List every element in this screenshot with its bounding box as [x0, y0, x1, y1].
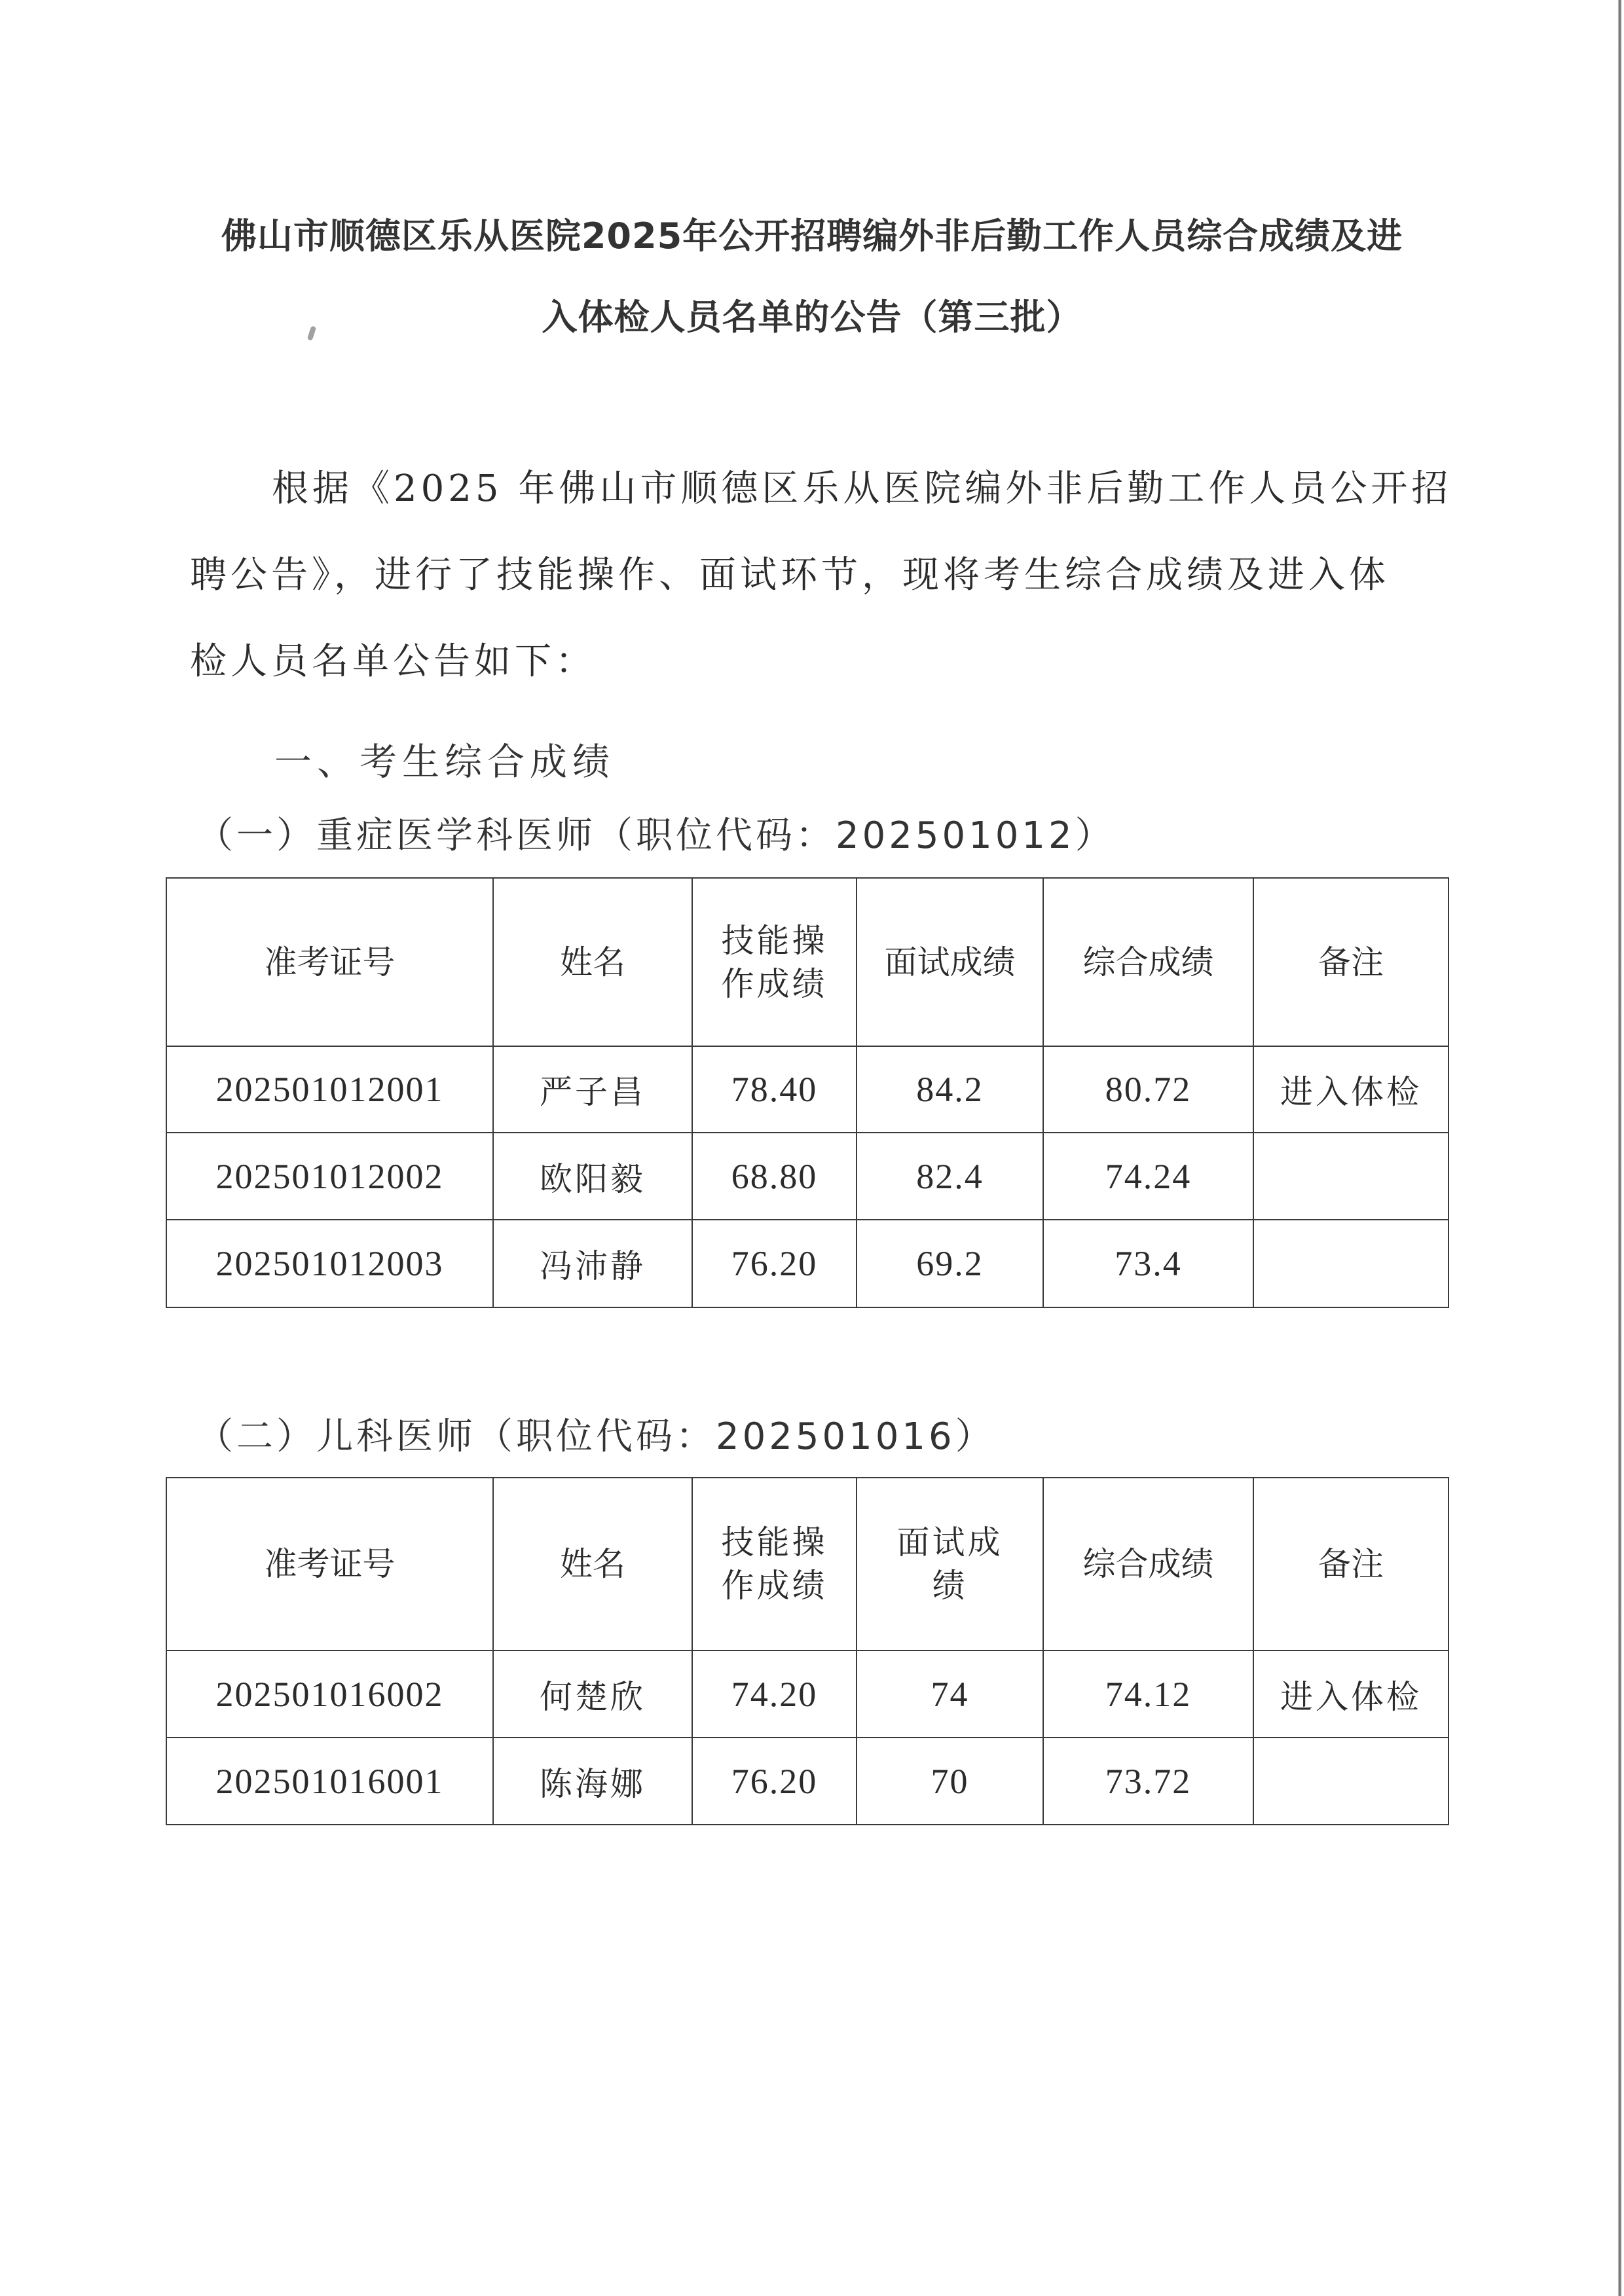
- table-header-row: [166, 878, 1449, 1046]
- table-header-row: [166, 1478, 1449, 1650]
- exam-id-cell: 202501012001: [166, 1046, 493, 1133]
- skill-score-cell: 74.20: [692, 1650, 857, 1738]
- exam-id-cell: 202501012003: [166, 1220, 493, 1307]
- col-header-name: 姓名: [493, 1478, 692, 1650]
- table-row: [166, 1220, 1449, 1307]
- intro-paragraph-line-2: 聘公告》，进行了技能操作、面试环节，现将考生综合成绩及进入体: [190, 554, 1390, 596]
- exam-id-cell: 202501016002: [166, 1650, 493, 1738]
- table-2-heading: （二）儿科医师（职位代码：202501016）: [196, 1415, 995, 1458]
- col-header-remarks: 备注: [1253, 878, 1449, 1046]
- score-table-icu: [166, 877, 1449, 1308]
- remarks-cell: [1253, 1738, 1449, 1825]
- remarks-cell: [1253, 1133, 1449, 1220]
- skill-score-cell: 78.40: [692, 1046, 857, 1133]
- total-score-cell: 73.72: [1043, 1738, 1253, 1825]
- total-score-cell: 73.4: [1043, 1220, 1253, 1307]
- table-row: [166, 1046, 1449, 1133]
- table-row: [166, 1738, 1449, 1825]
- total-score-cell: 74.24: [1043, 1133, 1253, 1220]
- interview-score-cell: 84.2: [857, 1046, 1043, 1133]
- exam-id-cell: 202501012002: [166, 1133, 493, 1220]
- document-title-line-1: 佛山市顺德区乐从医院2025年公开招聘编外非后勤工作人员综合成绩及进: [221, 215, 1403, 257]
- col-header-total-score: 综合成绩: [1043, 878, 1253, 1046]
- col-header-interview-score: 面试成绩: [857, 878, 1043, 1046]
- col-header-name: 姓名: [493, 878, 692, 1046]
- skill-score-cell: 68.80: [692, 1133, 857, 1220]
- table-row: [166, 1650, 1449, 1738]
- col-header-exam-id: 准考证号: [166, 878, 493, 1046]
- interview-score-cell: 70: [857, 1738, 1043, 1825]
- col-header-total-score: 综合成绩: [1043, 1478, 1253, 1650]
- document-title-line-2: 入体检人员名单的公告（第三批）: [542, 297, 1082, 338]
- interview-score-cell: 69.2: [857, 1220, 1043, 1307]
- section-heading-scores: 一、考生综合成绩: [274, 740, 615, 784]
- skill-score-cell: 76.20: [692, 1220, 857, 1307]
- skill-score-cell: 76.20: [692, 1738, 857, 1825]
- remarks-cell: [1253, 1220, 1449, 1307]
- name-cell: 陈海娜: [493, 1738, 692, 1825]
- name-cell: 严子昌: [493, 1046, 692, 1133]
- name-cell: 冯沛静: [493, 1220, 692, 1307]
- table-row: [166, 1133, 1449, 1220]
- col-header-interview-score: 面试成绩: [857, 1478, 1043, 1650]
- scan-edge-shadow: [1618, 0, 1621, 2296]
- col-header-skill-score: 技能操作成绩: [692, 878, 857, 1046]
- col-header-exam-id: 准考证号: [166, 1478, 493, 1650]
- exam-id-cell: 202501016001: [166, 1738, 493, 1825]
- interview-score-cell: 74: [857, 1650, 1043, 1738]
- table-1-heading: （一）重症医学科医师（职位代码：202501012）: [196, 814, 1115, 857]
- name-cell: 欧阳毅: [493, 1133, 692, 1220]
- total-score-cell: 80.72: [1043, 1046, 1253, 1133]
- intro-paragraph-line-1: 根据《2025 年佛山市顺德区乐从医院编外非后勤工作人员公开招: [272, 467, 1452, 510]
- col-header-remarks: 备注: [1253, 1478, 1449, 1650]
- col-header-skill-score: 技能操作成绩: [692, 1478, 857, 1650]
- remarks-cell: 进入体检: [1253, 1650, 1449, 1738]
- intro-paragraph-line-3: 检人员名单公告如下：: [190, 640, 596, 683]
- interview-score-cell: 82.4: [857, 1133, 1043, 1220]
- remarks-cell: 进入体检: [1253, 1046, 1449, 1133]
- total-score-cell: 74.12: [1043, 1650, 1253, 1738]
- score-table-pediatrics: [166, 1477, 1449, 1825]
- name-cell: 何楚欣: [493, 1650, 692, 1738]
